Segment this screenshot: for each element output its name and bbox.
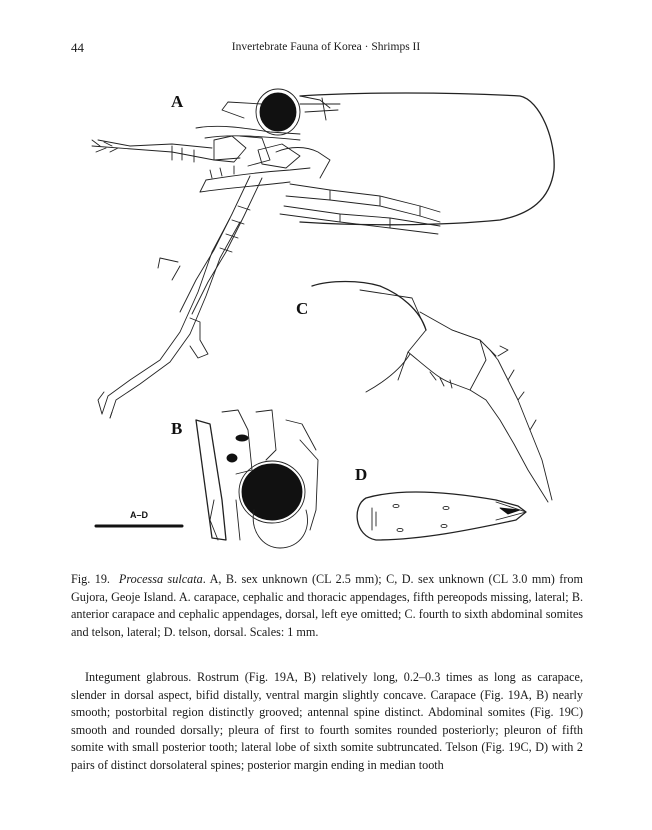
caption-species: Processa sulcata xyxy=(118,572,203,586)
caption-text: . A, B. sex unknown (CL 2.5 mm); C, D. sex unknown (CL 3.0 mm) from Gujora, Geoje Island. A. carapace, cephalic and thoracic appendages, fifth pereopods missing, lateral; B. anterior carapace and cephalic appendages, dorsal, left eye omitted; C. fourth to sixth abdominal somites and telson, lateral; D. telson, dorsal. Scales: 1 mm. xyxy=(71,572,583,639)
scale-label: A–D xyxy=(130,510,149,520)
running-head: Invertebrate Fauna of Korea · Shrimps II xyxy=(231,41,421,53)
panel-label-d: D xyxy=(355,465,368,484)
caption-fig-label: Fig. 19. xyxy=(71,572,110,586)
page-number: 44 xyxy=(71,40,84,55)
panel-label-b: B xyxy=(171,419,183,438)
panel-label-c: C xyxy=(296,299,309,318)
panel-a-drawing xyxy=(92,89,554,418)
panel-c-drawing xyxy=(312,282,552,503)
body-paragraph: Integument glabrous. Rostrum (Fig. 19A, B) relatively long, 0.2–0.3 times as long as carapace, slender in dorsal aspect, bifid distally, ventral margin slightly concave. Carapace (Fig. 19A, B) nearly smooth; postorbital region distinctly grooved; antennal spine distinct. Abdominal somites (Fig. 19C) smooth and rounded dorsally; pleura of first to fourth somites rounded posteriorly; pleuron of fifth somite with small posterior tooth; lateral lobe of sixth somite subtruncated. Telson (Fig. 19C, D) with 2 pairs of distinct dorsolateral spines; posterior margin ending in median tooth xyxy=(71,670,583,772)
panel-d-drawing xyxy=(357,492,526,540)
panel-label-a: A xyxy=(171,92,184,111)
figure-caption xyxy=(71,571,583,641)
panel-b-drawing xyxy=(196,410,318,548)
